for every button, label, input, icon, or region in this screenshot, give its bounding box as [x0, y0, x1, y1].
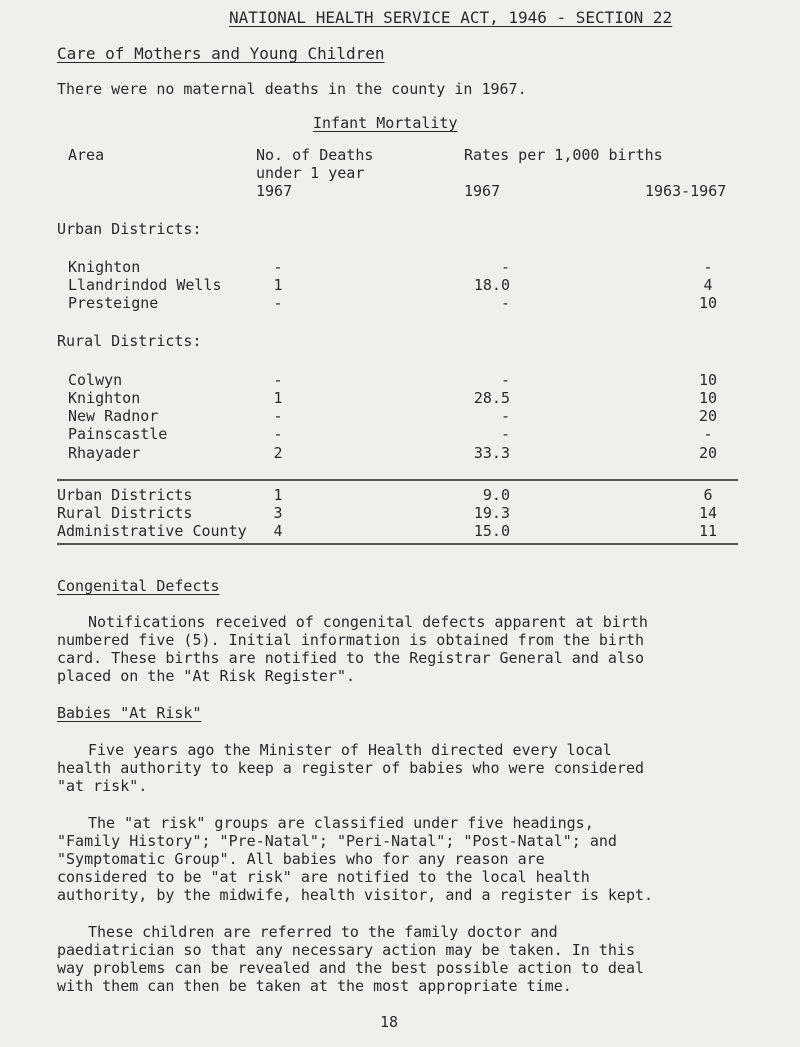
rural-districts-label: Rural Districts:	[57, 332, 202, 350]
paragraph-line: "at risk".	[57, 777, 148, 795]
page-number: 18	[380, 1013, 399, 1031]
paragraph-line: The "at risk" groups are classified under five headings,	[88, 814, 594, 832]
row-area: Painscastle	[68, 425, 168, 443]
row-deaths: 1	[273, 389, 283, 407]
row-area: Colwyn	[68, 371, 123, 389]
urban-districts-label: Urban Districts:	[57, 220, 202, 238]
row-range: 20	[698, 407, 718, 425]
paragraph-line: "Symptomatic Group". All babies who for any reason are	[57, 850, 545, 868]
row-range: 10	[698, 389, 718, 407]
col-header-deaths-1: No. of Deaths	[256, 146, 374, 164]
row-range: 10	[698, 371, 718, 389]
row-deaths: -	[273, 294, 283, 312]
col-header-rate-1967: 1967	[464, 182, 501, 200]
row-deaths: -	[273, 425, 283, 443]
row-area: Llandrindod Wells	[68, 276, 222, 294]
row-rate: 28.5	[473, 389, 510, 407]
at-risk-heading: Babies "At Risk"	[57, 704, 202, 722]
row-deaths: -	[273, 407, 283, 425]
paragraph-line: paediatrician so that any necessary action may be taken. In this	[57, 941, 635, 959]
maternal-deaths-note: There were no maternal deaths in the county in 1967.	[57, 80, 527, 98]
paragraph-line: These children are referred to the family doctor and	[88, 923, 558, 941]
row-area: New Radnor	[68, 407, 159, 425]
row-area: Knighton	[68, 258, 141, 276]
row-rate: -	[500, 371, 510, 389]
row-area: Presteigne	[68, 294, 159, 312]
row-area: Urban Districts	[57, 486, 193, 504]
row-range: 6	[703, 486, 713, 504]
paragraph-line: card. These births are notified to the Registrar General and also	[57, 649, 644, 667]
row-rate: -	[500, 407, 510, 425]
table-divider-bottom	[57, 543, 738, 545]
paragraph-line: considered to be "at risk" are notified to the local health	[57, 868, 590, 886]
section-subtitle: Care of Mothers and Young Children	[57, 44, 385, 63]
table-divider-top	[57, 479, 738, 481]
col-header-rates: Rates per 1,000 births	[464, 146, 663, 164]
row-rate: 33.3	[473, 444, 510, 462]
col-header-area: Area	[68, 146, 105, 164]
row-deaths: -	[273, 258, 283, 276]
congenital-defects-heading: Congenital Defects	[57, 577, 220, 595]
col-header-deaths-3: 1967	[256, 182, 293, 200]
row-rate: 18.0	[473, 276, 510, 294]
row-area: Knighton	[68, 389, 141, 407]
row-range: -	[703, 425, 713, 443]
row-range: 4	[703, 276, 713, 294]
paragraph-line: Five years ago the Minister of Health directed every local	[88, 741, 612, 759]
row-rate: 9.0	[482, 486, 510, 504]
col-header-rate-range: 1963-1967	[645, 182, 727, 200]
paragraph-line: way problems can be revealed and the best possible action to deal	[57, 959, 644, 977]
row-range: 14	[698, 504, 718, 522]
row-deaths: 2	[273, 444, 283, 462]
row-rate: -	[500, 294, 510, 312]
row-range: 10	[698, 294, 718, 312]
paragraph-line: Notifications received of congenital defects apparent at birth	[88, 613, 648, 631]
row-deaths: 1	[273, 486, 283, 504]
row-area: Administrative County	[57, 522, 247, 540]
row-rate: -	[500, 258, 510, 276]
row-deaths: 4	[273, 522, 283, 540]
row-range: 11	[698, 522, 718, 540]
row-area: Rural Districts	[57, 504, 193, 522]
row-rate: -	[500, 425, 510, 443]
row-rate: 15.0	[473, 522, 510, 540]
row-deaths: -	[273, 371, 283, 389]
paragraph-line: health authority to keep a register of babies who were considered	[57, 759, 644, 777]
paragraph-line: with them can then be taken at the most appropriate time.	[57, 977, 572, 995]
paragraph-line: numbered five (5). Initial information is obtained from the birth	[57, 631, 644, 649]
row-deaths: 1	[273, 276, 283, 294]
paragraph-line: authority, by the midwife, health visitor, and a register is kept.	[57, 886, 654, 904]
infant-mortality-heading: Infant Mortality	[313, 114, 458, 132]
page-title: NATIONAL HEALTH SERVICE ACT, 1946 - SECTION 22	[229, 8, 673, 27]
col-header-deaths-2: under 1 year	[256, 164, 365, 182]
paragraph-line: placed on the "At Risk Register".	[57, 667, 356, 685]
row-rate: 19.3	[473, 504, 510, 522]
row-area: Rhayader	[68, 444, 141, 462]
row-range: 20	[698, 444, 718, 462]
row-range: -	[703, 258, 713, 276]
paragraph-line: "Family History"; "Pre-Natal"; "Peri-Natal"; "Post-Natal"; and	[57, 832, 617, 850]
row-deaths: 3	[273, 504, 283, 522]
